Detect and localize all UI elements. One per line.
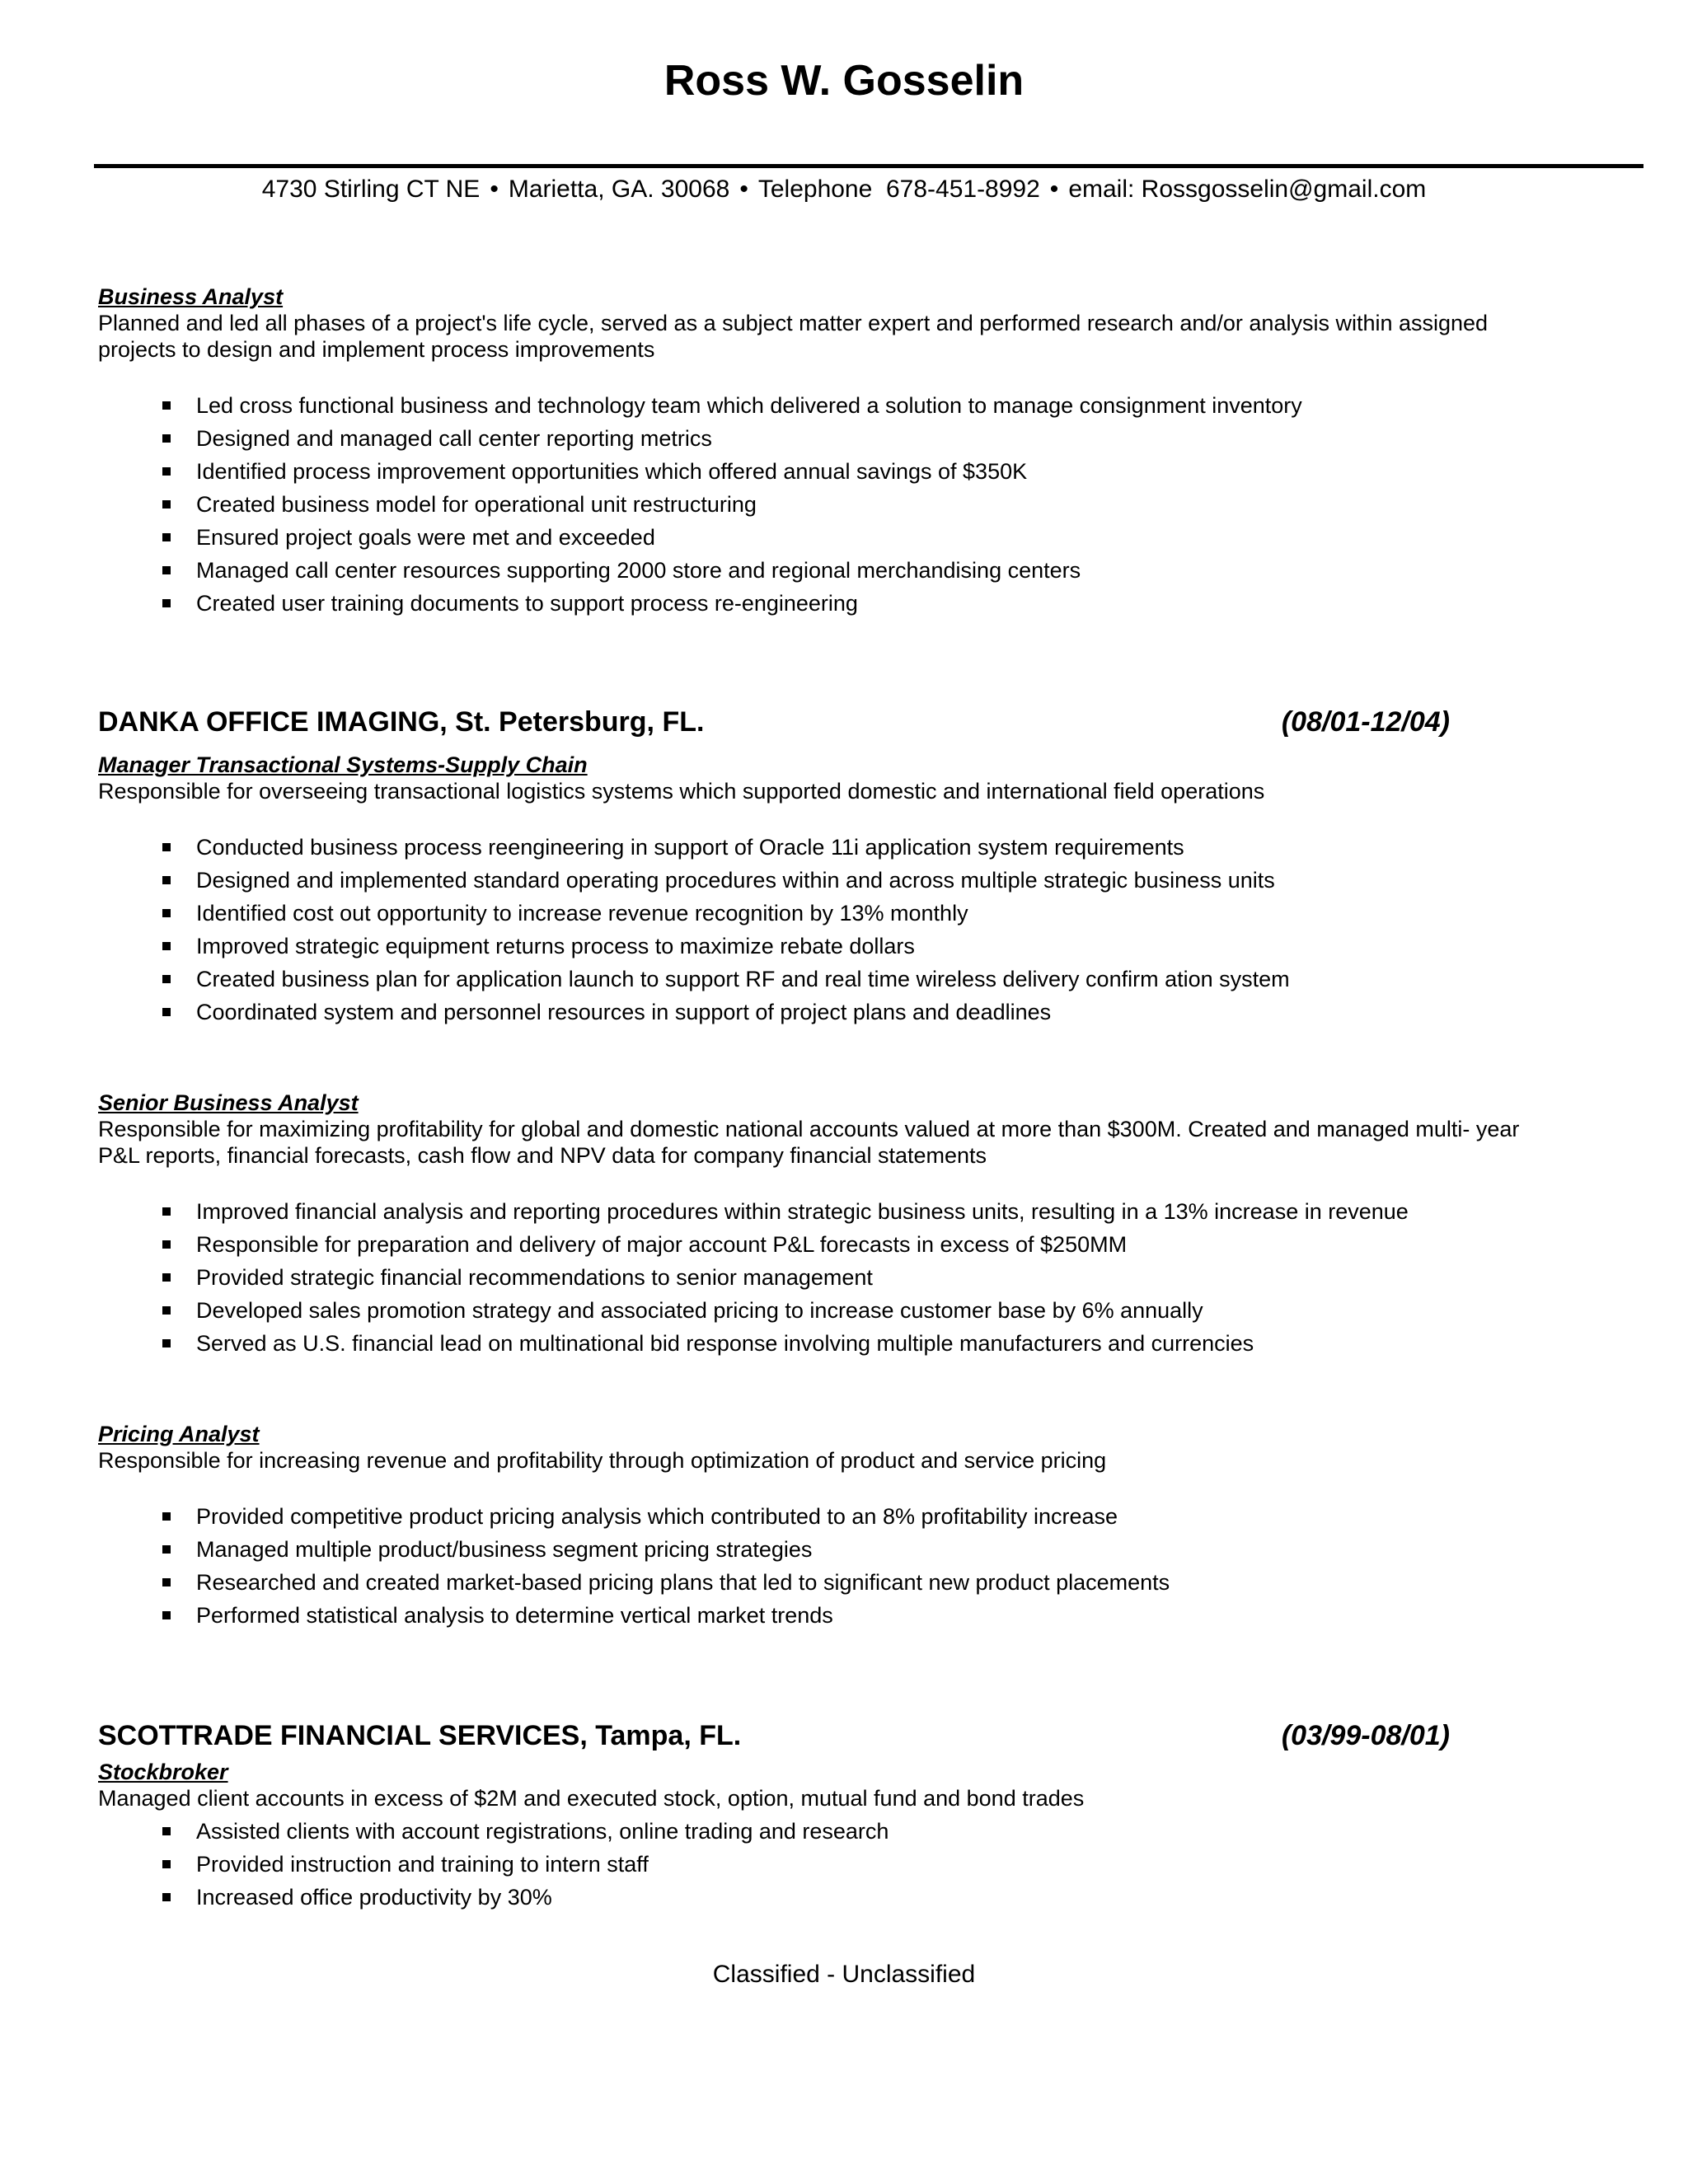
role-section-business-analyst bbox=[98, 284, 1565, 620]
bullet-marker bbox=[162, 876, 171, 884]
bullet-item bbox=[98, 864, 1565, 897]
role-title: Stockbroker bbox=[98, 1760, 228, 1784]
bullet-item bbox=[98, 897, 1565, 930]
bullet-item bbox=[98, 1815, 1565, 1848]
company-name: DANKA OFFICE IMAGING, St. Petersburg, FL. bbox=[98, 706, 705, 738]
bullet-marker bbox=[162, 401, 171, 410]
contact-phone: Telephone 678-451-8992 bbox=[757, 176, 1040, 203]
bullet-marker bbox=[162, 1611, 171, 1619]
bullet-marker bbox=[162, 975, 171, 983]
bullet-list bbox=[98, 389, 1565, 620]
bullet-marker bbox=[162, 1545, 171, 1554]
bullet-item bbox=[98, 389, 1565, 422]
bullet-marker bbox=[162, 1207, 171, 1216]
bullet-item bbox=[98, 488, 1565, 521]
bullet-item bbox=[98, 1228, 1565, 1261]
bullet-list bbox=[98, 1500, 1565, 1632]
bullet-item bbox=[98, 930, 1565, 963]
bullet-item bbox=[98, 1261, 1565, 1294]
contact-city: Marietta, GA. 30068 bbox=[508, 176, 730, 203]
bullet-marker bbox=[162, 942, 171, 950]
bullet-text: Created user training documents to support process re-engineering bbox=[196, 591, 858, 616]
role-section-pricing-analyst bbox=[98, 1421, 1565, 1632]
bullet-item bbox=[98, 422, 1565, 455]
bullet-marker bbox=[162, 599, 171, 607]
contact-separator: • bbox=[739, 176, 748, 203]
bullet-marker bbox=[162, 467, 171, 476]
bullet-text: Improved financial analysis and reporting procedures within strategic business units, resulting in a 13% increase in revenue bbox=[196, 1199, 1409, 1224]
bullet-marker bbox=[162, 1512, 171, 1521]
bullet-marker bbox=[162, 1008, 171, 1016]
bullet-item bbox=[98, 1294, 1565, 1327]
bullet-item bbox=[98, 587, 1565, 620]
role-title: Manager Transactional Systems-Supply Chain bbox=[98, 752, 588, 777]
bullet-marker bbox=[162, 500, 171, 509]
bullet-item bbox=[98, 554, 1565, 587]
bullet-text: Identified process improvement opportunities which offered annual savings of $350K bbox=[196, 459, 1028, 484]
bullet-item bbox=[98, 831, 1565, 864]
bullet-text: Managed call center resources supporting 2000 store and regional merchandising centers bbox=[196, 558, 1081, 583]
bullet-item bbox=[98, 1500, 1565, 1533]
bullet-item bbox=[98, 1327, 1565, 1360]
bullet-item bbox=[98, 1599, 1565, 1632]
bullet-text: Performed statistical analysis to determine vertical market trends bbox=[196, 1603, 833, 1628]
contact-address: 4730 Stirling CT NE bbox=[261, 176, 481, 203]
role-summary: Managed client accounts in excess of $2M and executed stock, option, mutual fund and bond trades bbox=[98, 1786, 1085, 1811]
bullet-list bbox=[98, 1195, 1565, 1360]
bullet-text: Identified cost out opportunity to increase revenue recognition by 13% monthly bbox=[196, 901, 968, 926]
role-summary: Planned and led all phases of a project's life cycle, served as a subject matter expert and performed research and/or analysis within assigned projects to design and implement process improvements bbox=[98, 311, 1489, 362]
role-section-manager-transactional-systems bbox=[98, 752, 1565, 1029]
bullet-text: Coordinated system and personnel resources in support of project plans and deadlines bbox=[196, 1000, 1052, 1024]
bullet-text: Provided instruction and training to intern staff bbox=[196, 1852, 649, 1877]
bullet-marker bbox=[162, 533, 171, 541]
bullet-item bbox=[98, 455, 1565, 488]
bullet-marker bbox=[162, 1578, 171, 1586]
bullet-text: Designed and managed call center reporting metrics bbox=[196, 426, 712, 451]
bullet-text: Led cross functional business and technology team which delivered a solution to manage consignment inventory bbox=[196, 393, 1302, 418]
role-title: Business Analyst bbox=[98, 284, 284, 309]
bullet-marker bbox=[162, 566, 171, 574]
bullet-marker bbox=[162, 1339, 171, 1347]
classification-footer: Classified - Unclassified bbox=[712, 1961, 976, 1988]
role-title: Pricing Analyst bbox=[98, 1422, 260, 1446]
contact-line bbox=[0, 175, 1688, 204]
bullet-item bbox=[98, 521, 1565, 554]
bullet-marker bbox=[162, 1827, 171, 1835]
bullet-item bbox=[98, 1533, 1565, 1566]
role-title: Senior Business Analyst bbox=[98, 1090, 359, 1115]
bullet-list bbox=[98, 1815, 1565, 1914]
bullet-marker bbox=[162, 1893, 171, 1901]
bullet-text: Created business model for operational unit restructuring bbox=[196, 492, 757, 517]
company-heading bbox=[98, 1719, 1450, 1752]
bullet-item bbox=[98, 1881, 1565, 1914]
bullet-text: Responsible for preparation and delivery of major account P&L forecasts in excess of $250MM bbox=[196, 1232, 1128, 1257]
bullet-item bbox=[98, 1195, 1565, 1228]
contact-separator: • bbox=[1049, 176, 1059, 203]
bullet-text: Provided competitive product pricing analysis which contributed to an 8% profitability increase bbox=[196, 1504, 1118, 1529]
bullet-item bbox=[98, 963, 1565, 996]
bullet-text: Conducted business process reengineering in support of Oracle 11i application system requirements bbox=[196, 835, 1184, 860]
company-heading bbox=[98, 705, 1450, 738]
bullet-text: Ensured project goals were met and exceeded bbox=[196, 525, 655, 550]
bullet-marker bbox=[162, 1860, 171, 1868]
bullet-item bbox=[98, 996, 1565, 1029]
bullet-marker bbox=[162, 1273, 171, 1282]
bullet-marker bbox=[162, 843, 171, 851]
bullet-marker bbox=[162, 909, 171, 917]
candidate-name: Ross W. Gosselin bbox=[663, 57, 1025, 105]
employment-dates: (03/99-08/01) bbox=[1281, 1720, 1450, 1751]
bullet-text: Assisted clients with account registrations, online trading and research bbox=[196, 1819, 889, 1844]
bullet-marker bbox=[162, 1240, 171, 1249]
bullet-text: Provided strategic financial recommendations to senior management bbox=[196, 1265, 873, 1290]
bullet-text: Developed sales promotion strategy and associated pricing to increase customer base by 6% annually bbox=[196, 1298, 1203, 1323]
contact-separator: • bbox=[490, 176, 499, 203]
bullet-marker bbox=[162, 434, 171, 443]
bullet-text: Managed multiple product/business segment pricing strategies bbox=[196, 1537, 813, 1562]
bullet-text: Improved strategic equipment returns process to maximize rebate dollars bbox=[196, 934, 915, 958]
bullet-text: Increased office productivity by 30% bbox=[196, 1885, 552, 1910]
bullet-text: Designed and implemented standard operating procedures within and across multiple strategic business units bbox=[196, 868, 1275, 893]
role-section-stockbroker bbox=[98, 1759, 1565, 1914]
role-section-senior-business-analyst bbox=[98, 1090, 1565, 1360]
company-name: SCOTTRADE FINANCIAL SERVICES, Tampa, FL. bbox=[98, 1720, 742, 1751]
employment-dates: (08/01-12/04) bbox=[1281, 706, 1450, 738]
bullet-text: Created business plan for application launch to support RF and real time wireless delivery confirm ation system bbox=[196, 967, 1290, 991]
bullet-item bbox=[98, 1566, 1565, 1599]
contact-email: email: Rossgosselin@gmail.com bbox=[1068, 176, 1427, 203]
role-summary: Responsible for increasing revenue and profitability through optimization of product and service pricing bbox=[98, 1448, 1107, 1473]
role-summary: Responsible for maximizing profitability for global and domestic national accounts valued at more than $300M. Created and managed multi- year P&L reports, financial forecasts, cash flow and NPV data for company financial statements bbox=[98, 1117, 1520, 1168]
bullet-marker bbox=[162, 1306, 171, 1315]
role-summary: Responsible for overseeing transactional logistics systems which supported domestic and international field operations bbox=[98, 779, 1265, 804]
bullet-text: Researched and created market-based pricing plans that led to significant new product placements bbox=[196, 1570, 1170, 1595]
bullet-item bbox=[98, 1848, 1565, 1881]
bullet-list bbox=[98, 831, 1565, 1029]
header-rule bbox=[94, 164, 1643, 168]
bullet-text: Served as U.S. financial lead on multinational bid response involving multiple manufacturers and currencies bbox=[196, 1331, 1254, 1356]
